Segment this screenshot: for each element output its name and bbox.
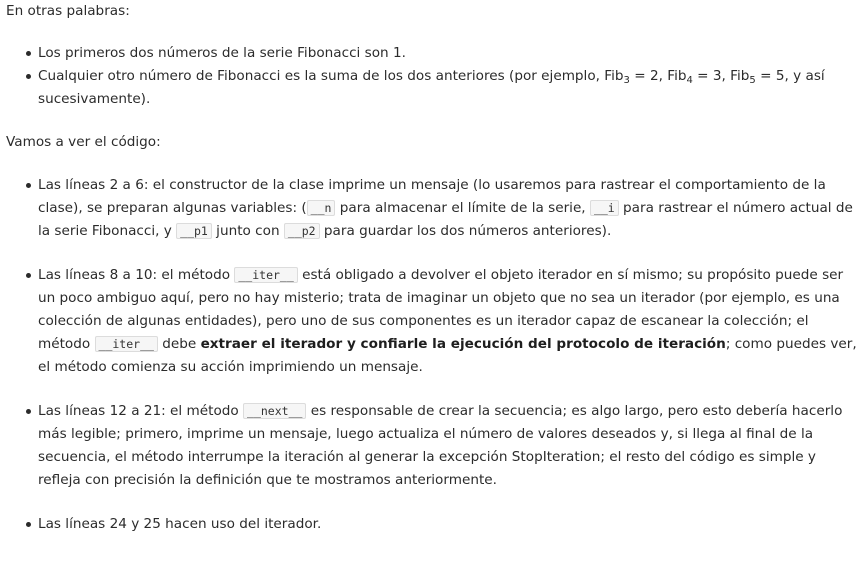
list-item: Las líneas 8 a 10: el método __iter__ está obligado a devolver el objeto iterador en sí mismo; su propósito puede ser un poco ambiguo aquí, pero no hay misterio; trata de imaginar un objeto que no sea un iterador (por ejemplo, es una colección de algunas entidades), pero uno de sus componentes es un iterador capaz de escanear la colección; el método __iter__ debe extraer el iterador y confiarle la ejecución del protocolo de iteración; como puedes ver, el método comienza su acción imprimiendo un mensaje.: [6, 264, 858, 379]
intro-paragraph: En otras palabras:: [6, 3, 130, 19]
inline-code: __i: [590, 200, 619, 216]
inline-code: __next__: [243, 403, 306, 419]
list-item: Las líneas 2 a 6: el constructor de la clase imprime un mensaje (lo usaremos para rastrear el comportamiento de la clase), se preparan algunas variables: ( __n para almacenar el límite de la serie, __i para rastrear el número actual de la serie Fibonacci, y __p1 junto con __p2 para guardar los dos números anteriores).: [6, 174, 858, 243]
list-item: Cualquier otro número de Fibonacci es la suma de los dos anteriores (por ejemplo, Fib$_3$ = 2, Fib$_4$ = 3, Fib$_5$ = 5, y así sucesivamente).: [6, 65, 858, 111]
fibonacci-definition-list: [6, 42, 858, 111]
inline-code: __p2: [284, 223, 320, 239]
list-item: [6, 42, 858, 65]
subscript: 5: [749, 75, 756, 86]
inline-code: __n: [307, 200, 336, 216]
subscript: 4: [686, 75, 693, 86]
list-item: [6, 513, 858, 536]
bold-text: extraer el iterador y confiarle la ejecución del protocolo de iteración: [200, 336, 726, 352]
inline-code: __p1: [176, 223, 212, 239]
inline-code: __iter__: [234, 267, 297, 283]
list-item: Las líneas 12 a 21: el método __next__ es responsable de crear la secuencia; es algo largo, pero esto debería hacerlo más legible; primero, imprime un mensaje, luego actualiza el número de valores deseados y, si llega al final de la secuencia, el método interrumpe la iteración al generar la excepción StopIteration; el resto del código es simple y refleja con precisión la definición que te mostramos anteriormente.: [6, 400, 858, 492]
list-item-text: Los primeros dos números de la serie Fibonacci son 1.: [38, 45, 406, 61]
list-item-text: Las líneas 24 y 25 hacen uso del iterador.: [38, 516, 322, 532]
inline-code: __iter__: [95, 336, 158, 352]
subscript: 3: [623, 75, 630, 86]
code-explanation-list: [6, 174, 858, 536]
code-intro-paragraph: Vamos a ver el código:: [6, 134, 161, 150]
